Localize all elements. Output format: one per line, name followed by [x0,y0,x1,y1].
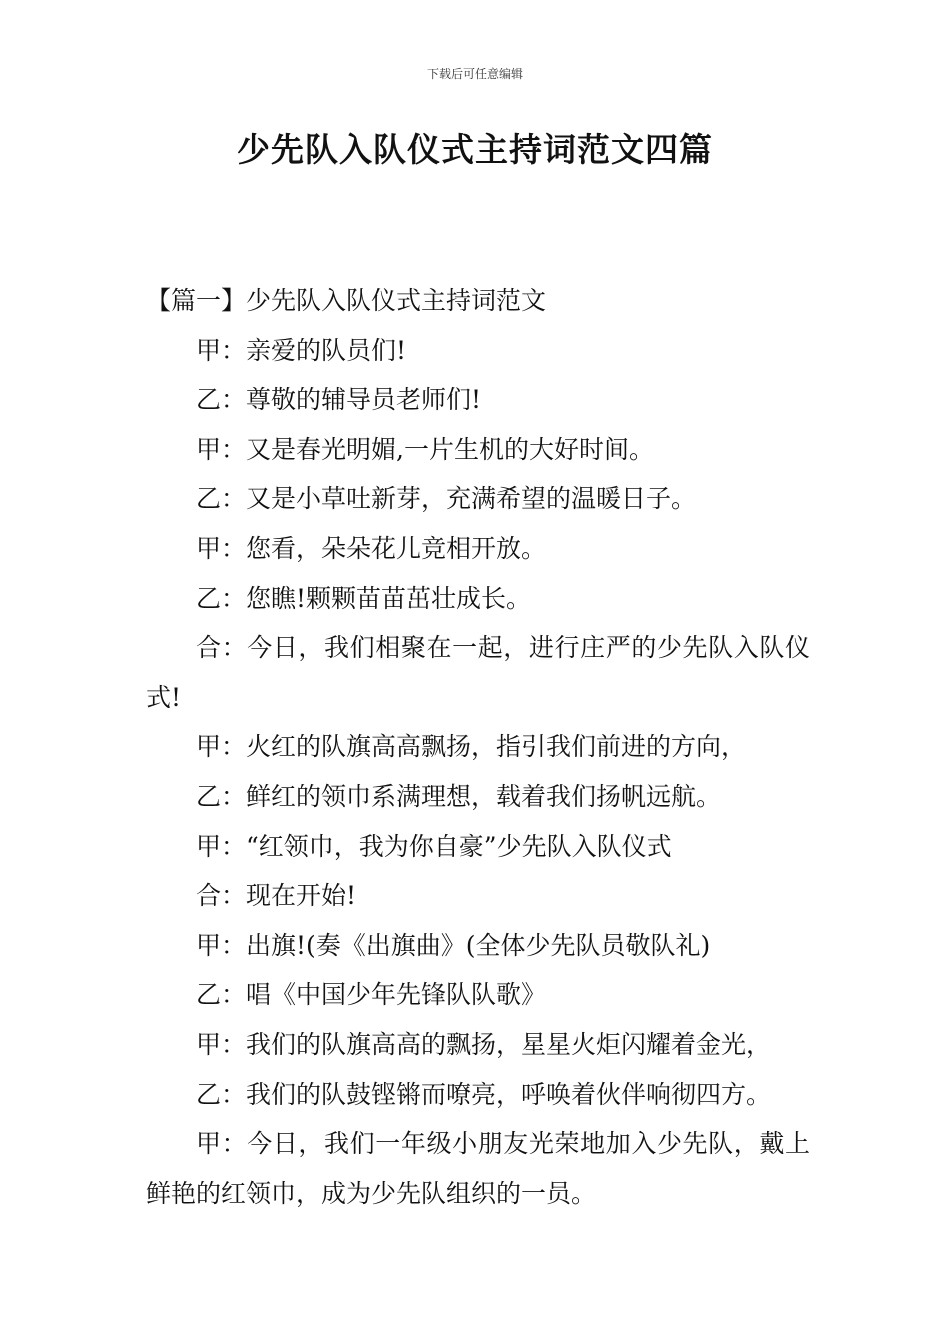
document-title: 少先队入队仪式主持词范文四篇 [237,130,713,169]
paragraph: 甲：我们的队旗高高的飘扬，星星火炬闪耀着金光， [196,1029,772,1059]
paragraph: 乙：鲜红的领巾系满理想，载着我们扬帆远航。 [196,781,722,811]
paragraph: 甲：今日，我们一年级小朋友光荣地加入少先队，戴上鲜艳的红领巾，成为少先队组织的一员。 [146,1129,810,1208]
paragraph: 合：现在开始! [196,881,357,911]
paragraph: 乙：您瞧!颗颗苗苗茁壮成长。 [196,583,532,613]
section-heading: 【篇一】少先队入队仪式主持词范文 [146,286,547,315]
paragraph: 甲：又是春光明媚,一片生机的大好时间。 [196,434,654,464]
paragraph: 甲：出旗!(奏《出旗曲》(全体少先队员敬队礼) [196,930,711,960]
document-body [146,276,810,1218]
paragraph: 乙：我们的队鼓铿锵而嘹亮，呼唤着伙伴响彻四方。 [196,1079,772,1109]
paragraph: 乙：尊敬的辅导员老师们! [196,385,482,415]
paragraph: 乙：又是小草吐新芽，充满希望的温暖日子。 [196,484,697,514]
paragraph: 甲：“红领巾，我为你自豪”少先队入队仪式 [196,831,672,861]
header-note: 下载后可任意编辑 [426,67,523,81]
paragraph: 乙：唱《中国少年先锋队队歌》 [196,980,547,1010]
paragraph: 甲：亲爱的队员们! [196,335,407,365]
paragraph: 合：今日，我们相聚在一起，进行庄严的少先队入队仪式! [146,633,810,712]
paragraph: 甲：您看，朵朵花儿竞相开放。 [196,533,547,563]
paragraph: 甲：火红的队旗高高飘扬，指引我们前进的方向， [196,732,747,762]
